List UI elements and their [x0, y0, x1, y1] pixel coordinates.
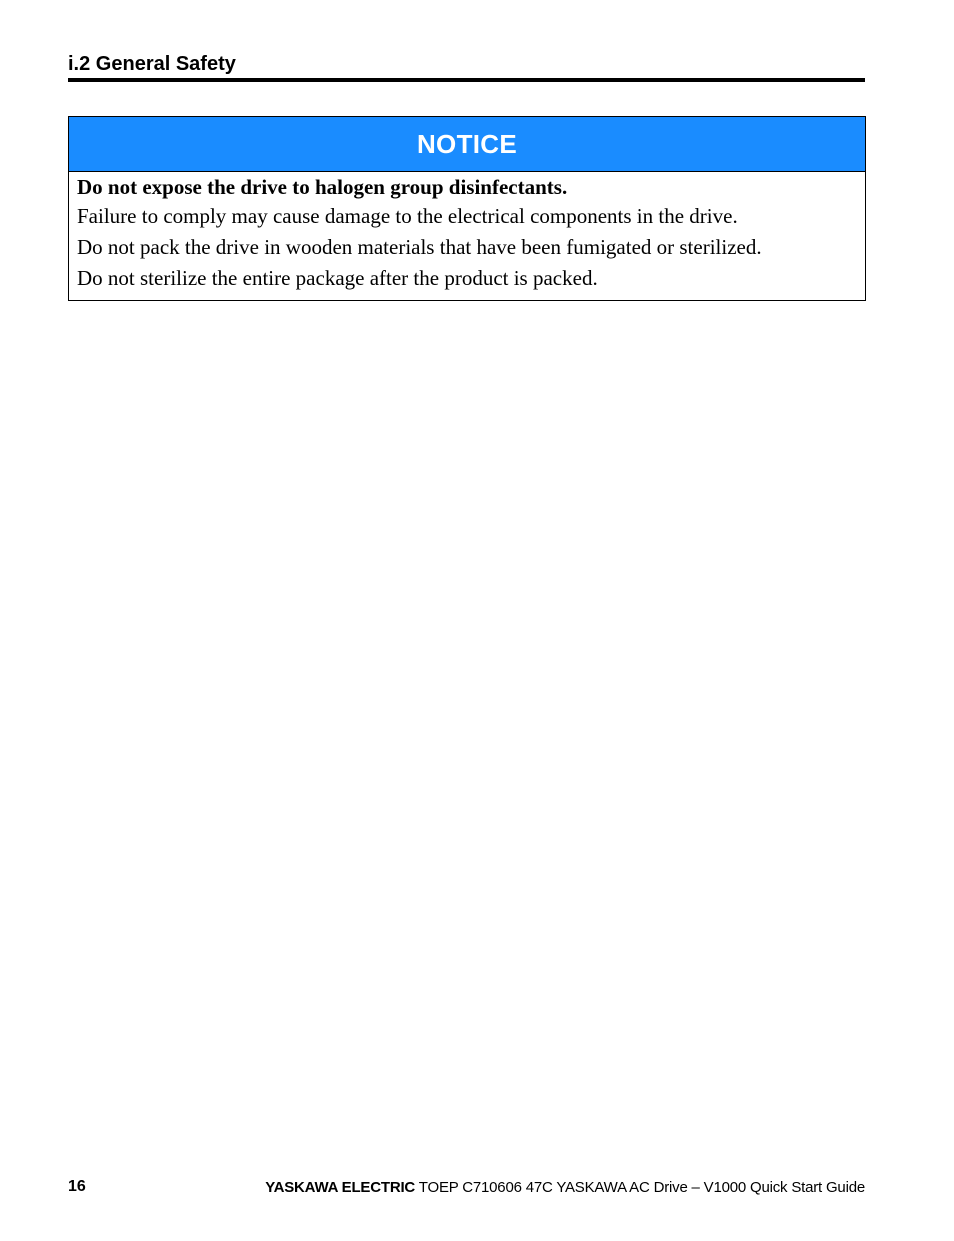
notice-box [68, 116, 866, 301]
footer-document-info [265, 1178, 865, 1198]
footer-brand: YASKAWA ELECTRIC [265, 1179, 416, 1196]
notice-header [69, 117, 865, 172]
section-title: i.2 General Safety [68, 53, 236, 75]
notice-body [69, 173, 865, 294]
section-header [68, 50, 865, 82]
notice-consequence-line: Failure to comply may cause damage to the electrical components in the drive. [77, 204, 738, 228]
notice-title: NOTICE [416, 128, 518, 159]
notice-sterilize-line: Do not sterilize the entire package after the product is packed. [77, 266, 598, 290]
page-number: 16 [68, 1178, 86, 1195]
notice-packing-line: Do not pack the drive in wooden materials that have been fumigated or sterilized. [77, 235, 762, 259]
footer-document-title: TOEP C710606 47C YASKAWA AC Drive – V1000 Quick Start Guide [418, 1179, 865, 1196]
notice-warning-line: Do not expose the drive to halogen group disinfectants. [77, 175, 568, 199]
